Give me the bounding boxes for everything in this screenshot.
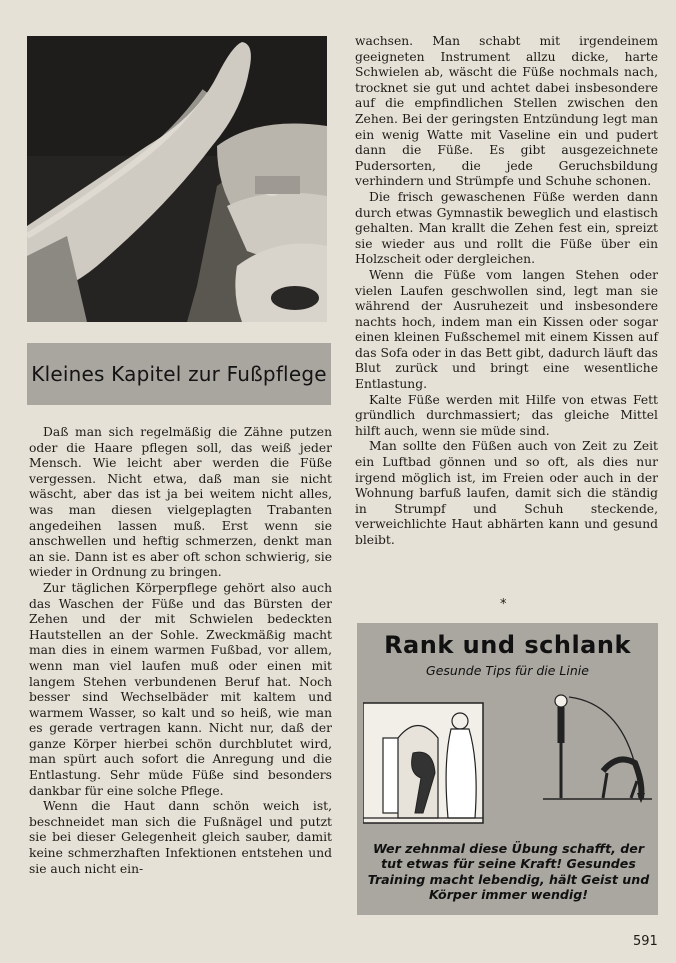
sidebar-subtitle: Gesunde Tips für die Linie: [426, 662, 589, 678]
page-number: 591: [633, 934, 658, 949]
article-paragraph: Wenn die Haut dann schön weich ist, beschneidet man sich die Fußnägel und putzt sie bei dieser Gelegenheit gleich sauber, damit keine schmerzhaften Infektionen entstehen und sie auch nicht ein-: [29, 799, 332, 876]
article-paragraph: Zur täglichen Körperpflege gehört also auch das Waschen der Füße und das Bürsten der Zehen und der mit Schwielen bedeckten Hautstellen an der Sohle. Zweckmäßig macht man dies in einem warmen Fußbad, vor allem, wenn man viel laufen muß oder einen mit langem Stehen verbundenen Beruf hat. Noch besser sind Wechselbäder mit kaltem und warmem Wasser, so kalt und so heiß, wie man es gerade vertragen kann. Nicht nur, daß der ganze Körper hierbei schön durchblutet wird, man spürt auch sofort die Anregung und die Entlastung. Sehr müde Füße sind besonders dankbar für eine solche Pflege.: [29, 580, 332, 798]
foot-care-photo: [27, 36, 327, 322]
article-title: Kleines Kapitel zur Fußpflege: [31, 362, 327, 386]
article-title-box: [27, 343, 331, 405]
exercise-illustration: [363, 693, 652, 843]
fitness-sidebar-box: [357, 623, 658, 915]
sidebar-caption: Wer zehnmal diese Übung schafft, der tut etwas für seine Kraft! Gesundes Training macht lebendig, hält Geist und Körper immer wendig!: [367, 841, 650, 903]
article-paragraph: Die frisch gewaschenen Füße werden dann durch etwas Gymnastik beweglich und elastisch gehalten. Man krallt die Zehen fest ein, spreizt sie wieder aus und rollt die Füße über ein Holzscheit oder dergleichen.: [355, 189, 658, 267]
article-paragraph: Daß man sich regelmäßig die Zähne putzen oder die Haare pflegen soll, das weiß jeder Mensch. Wie leicht aber werden die Füße vergessen. Nicht etwa, daß man sie nicht wäscht, aber das ist ja bei weitem nicht alles, was man diesen vielgeplagten Trabanten angedeihen lassen muß. Erst wenn sie anschwellen und heftig schmerzen, denkt man an sie. Dann ist es aber oft schon schwierig, sie wieder in Ordnung zu bringen.: [29, 425, 332, 580]
article-paragraph: Man sollte den Füßen auch von Zeit zu Zeit ein Luftbad gönnen und so oft, als dies nur irgend möglich ist, im Freien oder auch in der Wohnung barfuß laufen, damit sich die ständig in Strumpf und Schuh steckende, verweichlichte Haut abhärten kann und gesund bleibt.: [355, 439, 658, 547]
sidebar-title: Rank und schlank: [384, 630, 631, 659]
article-right-column: [355, 34, 658, 549]
sidebar-header: [357, 623, 658, 685]
article-paragraph: Wenn die Füße vom langen Stehen oder vielen Laufen geschwollen sind, legt man sie während der Ausruhezeit und insbesondere nachts hoch, indem man ein Kissen oder sogar einen kleinen Fußschemel mit einem Kissen auf das Sofa oder in das Bett gibt, dadurch läuft das Blut zurück und bringt eine wesentliche Entlastung.: [355, 267, 658, 392]
article-paragraph: wachsen. Man schabt mit irgendeinem geeigneten Instrument allzu dicke, harte Schwielen ab, wäscht die Füße nochmals nach, trocknet sie gut und achtet dabei insbesondere auf die empfindlichen Stellen zwischen den Zehen. Bei der geringsten Entzündung legt man ein wenig Watte mit Vaseline ein und pudert dann die Füße. Es gibt ausgezeichnete Pudersorten, die jede Geruchsbildung verhindern und Strümpfe und Schuhe schonen.: [355, 34, 658, 189]
section-separator: *: [500, 597, 507, 612]
article-paragraph: Kalte Füße werden mit Hilfe von etwas Fett gründlich durchmassiert; das gleiche Mittel hilft auch, wenn sie müde sind.: [355, 392, 658, 438]
article-left-column: [29, 425, 332, 877]
